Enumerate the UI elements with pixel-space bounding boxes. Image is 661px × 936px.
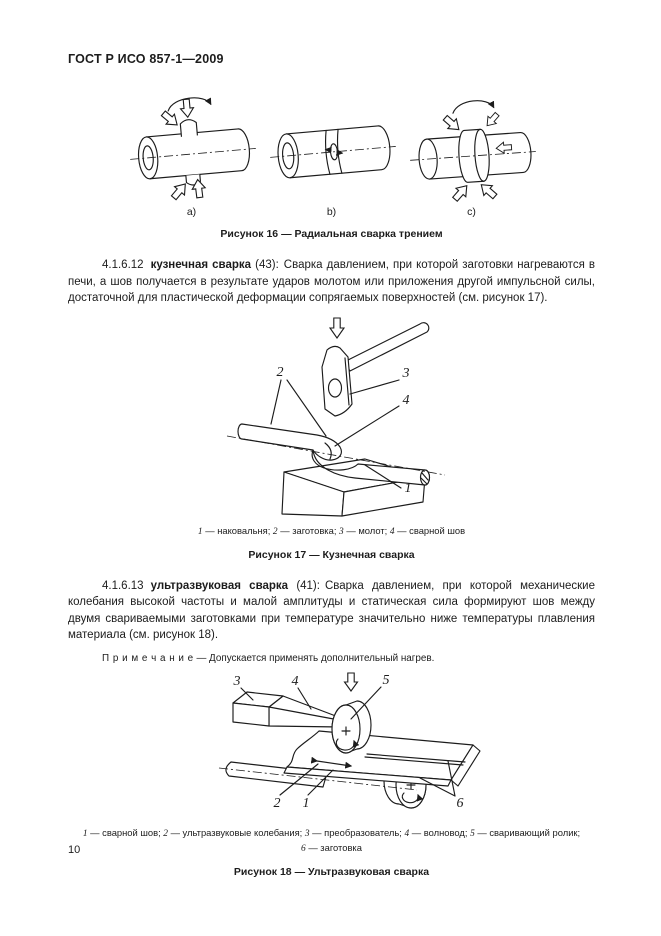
callout-6: 6 [456, 795, 463, 811]
section-number: 4.1.6.12 [102, 259, 144, 271]
callout-2: 2 [276, 364, 283, 380]
figure18-legend-line2 [68, 841, 595, 856]
paragraph-4-1-6-13 [68, 578, 595, 644]
callout-4: 4 [402, 392, 409, 408]
legend-num: 5 [470, 828, 475, 839]
legend-num: 2 [272, 526, 278, 537]
section-term: ультразвуковая сварка [150, 579, 289, 592]
legend-num: 1 [197, 526, 203, 537]
impact-arrow-icon [330, 318, 344, 338]
figure16-drawing-a [122, 92, 262, 204]
legend-num: 3 [304, 828, 310, 839]
legend-desc: — ультразвуковые колебания; [167, 826, 305, 838]
figure16-drawings [68, 92, 595, 204]
waveguide-horn [269, 696, 341, 727]
figure18-legend-line1 [68, 826, 595, 841]
callout-3: 3 [402, 365, 409, 381]
sublabel-c: c) [467, 206, 476, 218]
callout-1: 1 [302, 795, 309, 811]
page-number: 10 [68, 844, 81, 856]
legend-num: 4 [404, 828, 410, 839]
legend-desc: — заготовка; [277, 524, 340, 536]
force-arrow-icon [344, 673, 357, 691]
callout-1: 1 [404, 480, 411, 496]
legend-num: 3 [339, 526, 344, 537]
figure18-svg [167, 669, 497, 821]
callout-5: 5 [382, 672, 389, 688]
ring-top [180, 119, 197, 137]
press-arrow-icon [477, 180, 499, 202]
section-code: (41): [296, 579, 320, 592]
press-arrow-icon [450, 181, 472, 203]
figure16-sublabels [68, 206, 595, 218]
rotation-arrow-icon [452, 99, 494, 113]
figure18-drawing [68, 669, 595, 821]
figure17-legend [68, 524, 595, 539]
legend-num: 6 [301, 843, 306, 854]
legend-num: 4 [389, 526, 395, 537]
workpiece-left [238, 424, 341, 460]
legend-desc: — молот; [343, 524, 390, 536]
press-arrow-icon [179, 99, 194, 118]
press-arrow-icon [441, 113, 463, 135]
figure18-legend [68, 826, 595, 856]
legend-desc: — сваривающий ролик; [474, 826, 581, 838]
callout-4: 4 [291, 673, 298, 689]
figure17-caption: Рисунок 17 — Кузнечная сварка [248, 548, 415, 561]
legend-desc: — преобразователь; [309, 826, 405, 838]
press-arrow-icon [482, 111, 500, 130]
paragraph-4-1-6-12 [68, 257, 595, 307]
note [102, 653, 595, 664]
section-body: Сварка давлением, при которой механические колебания высокой частоты и малой амплитуды и статическая сила формируют шов между двумя свариваемыми заготовками при температуре значительно ниже температуры плавления материала (см. рисунок 18). [68, 579, 595, 641]
hammer-handle [344, 322, 429, 370]
legend-desc: — волновод; [409, 826, 471, 838]
legend-num: 1 [82, 828, 88, 839]
callout-3: 3 [233, 673, 240, 689]
note-label: П р и м е ч а н и е [102, 652, 194, 664]
section-body: Сварка давлением, при которой заготовки нагреваются в печи, а шов получается в результате ударов молотом или приложения другой импульсной силы, достаточной для пластической деформации сопрягаемых поверхностей (см. рисунок 17). [68, 259, 595, 304]
note-text: — Допускается применять дополнительный нагрев. [196, 652, 435, 664]
legend-num: 2 [163, 828, 168, 839]
legend-desc: — сварной шов [394, 524, 466, 536]
legend-desc: — сварной шов; [87, 826, 164, 838]
figure17-drawing [68, 312, 595, 519]
callout-2: 2 [273, 795, 280, 811]
figure17-svg [187, 312, 477, 519]
leader-line [350, 380, 399, 394]
section-term: кузнечная сварка [150, 259, 252, 271]
figure16-drawing-b [262, 92, 402, 204]
sublabel-a: a) [186, 206, 197, 218]
figure18-caption: Рисунок 18 — Ультразвуковая сварка [233, 865, 430, 878]
figure16-drawing-c [402, 92, 542, 204]
document-title: ГОСТ Р ИСО 857-1—2009 [68, 52, 224, 66]
legend-desc: — наковальня; [202, 524, 273, 536]
section-code: (43): [255, 259, 279, 271]
leader-line [271, 380, 326, 436]
press-arrow-icon [159, 108, 181, 130]
figure16-caption: Рисунок 16 — Радиальная сварка трением [220, 228, 443, 240]
section-number: 4.1.6.13 [102, 579, 144, 592]
sublabel-b: b) [326, 206, 337, 218]
legend-desc: — заготовка [305, 841, 362, 853]
transducer-front [233, 703, 269, 726]
